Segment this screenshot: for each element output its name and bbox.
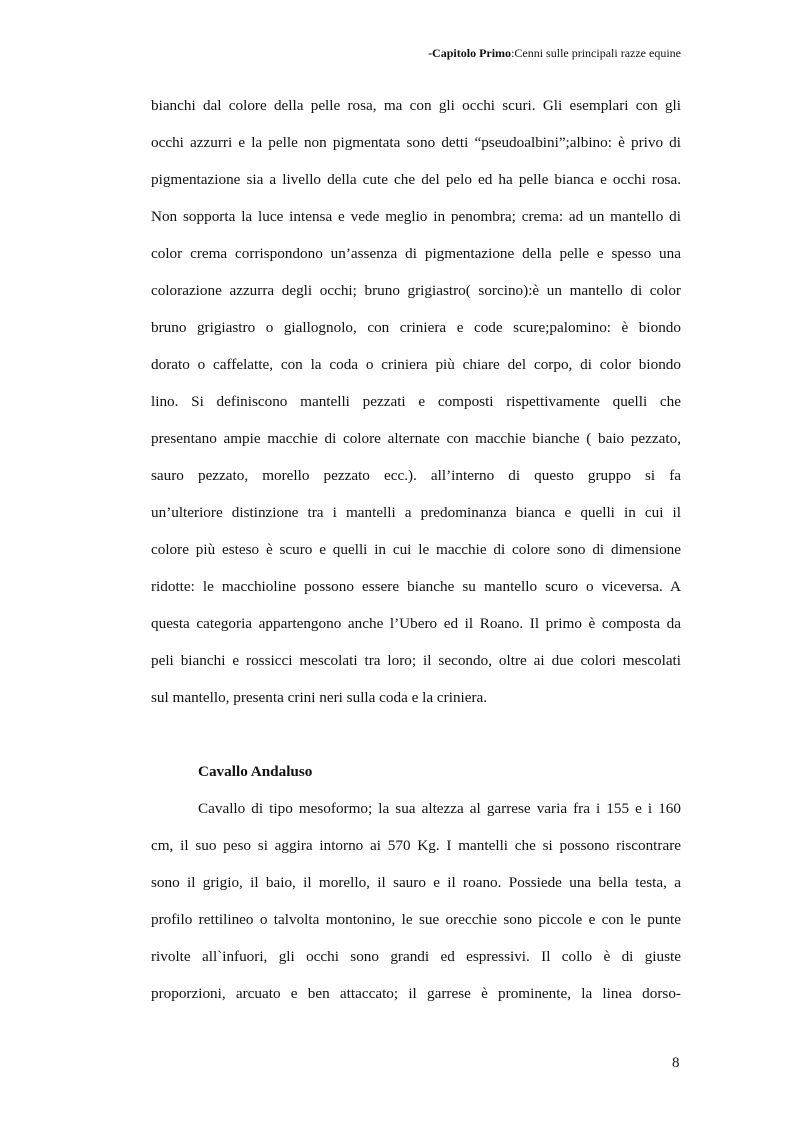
text-line: profilo rettilineo o talvolta montonino, le sue orecchie sono piccole e con le punte xyxy=(151,911,681,928)
text-line: Non sopporta la luce intensa e vede meglio in penombra; crema: ad un mantello di xyxy=(151,208,681,225)
text-line: bruno grigiastro o giallognolo, con criniera e code scure;palomino: è biondo xyxy=(151,319,681,336)
text-line: presentano ampie macchie di colore alternate con macchie bianche ( baio pezzato, xyxy=(151,430,681,447)
text-line: rivolte all`infuori, gli occhi sono grandi ed espressivi. Il collo è di giuste xyxy=(151,948,681,965)
text-line: sauro pezzato, morello pezzato ecc.). all’interno di questo gruppo si fa xyxy=(151,467,681,484)
text-line: peli bianchi e rossicci mescolati tra loro; il secondo, oltre ai due colori mescolati xyxy=(151,652,681,669)
section-heading: Cavallo Andaluso xyxy=(198,763,313,780)
text-line: sul mantello, presenta crini neri sulla coda e la criniera. xyxy=(151,689,488,706)
paragraph-andaluso xyxy=(151,790,681,1012)
text-line: colorazione azzurra degli occhi; bruno grigiastro( sorcino):è un mantello di color xyxy=(151,282,681,299)
paragraph-coat-colors xyxy=(151,87,681,716)
page-number: 8 xyxy=(672,1055,680,1071)
text-line: dorato o caffelatte, con la coda o criniera più chiare del corpo, di color biondo xyxy=(151,356,681,373)
page-body xyxy=(151,87,681,1012)
text-line: sono il grigio, il baio, il morello, il sauro e il roano. Possiede una bella testa, a xyxy=(151,874,681,891)
running-header xyxy=(428,46,681,61)
text-line: lino. Si definiscono mantelli pezzati e composti rispettivamente quelli che xyxy=(151,393,681,410)
text-line: occhi azzurri e la pelle non pigmentata sono detti “pseudoalbini”;albino: è privo di xyxy=(151,134,681,151)
text-line: pigmentazione sia a livello della cute che del pelo ed ha pelle bianca e occhi rosa. xyxy=(151,171,681,188)
paragraph-spacer xyxy=(151,716,681,753)
chapter-subtitle: :Cenni sulle principali razze equine xyxy=(511,46,681,60)
text-line: questa categoria appartengono anche l’Ubero ed il Roano. Il primo è composta da xyxy=(151,615,681,632)
chapter-label: -Capitolo Primo xyxy=(428,46,512,60)
text-line: ridotte: le macchioline possono essere bianche su mantello scuro o viceversa. A xyxy=(151,578,681,595)
text-line: bianchi dal colore della pelle rosa, ma con gli occhi scuri. Gli esemplari con gli xyxy=(151,97,681,114)
text-line: color crema corrispondono un’assenza di pigmentazione della pelle e spesso una xyxy=(151,245,681,262)
text-line: proporzioni, arcuato e ben attaccato; il garrese è prominente, la linea dorso- xyxy=(151,985,681,1002)
text-line: colore più esteso è scuro e quelli in cui le macchie di colore sono di dimensione xyxy=(151,541,681,558)
text-line: Cavallo di tipo mesoformo; la sua altezza al garrese varia fra i 155 e i 160 xyxy=(198,800,681,817)
text-line: un’ulteriore distinzione tra i mantelli a predominanza bianca e quelli in cui il xyxy=(151,504,681,521)
text-line: cm, il suo peso si aggira intorno ai 570 Kg. I mantelli che si possono riscontrare xyxy=(151,837,681,854)
